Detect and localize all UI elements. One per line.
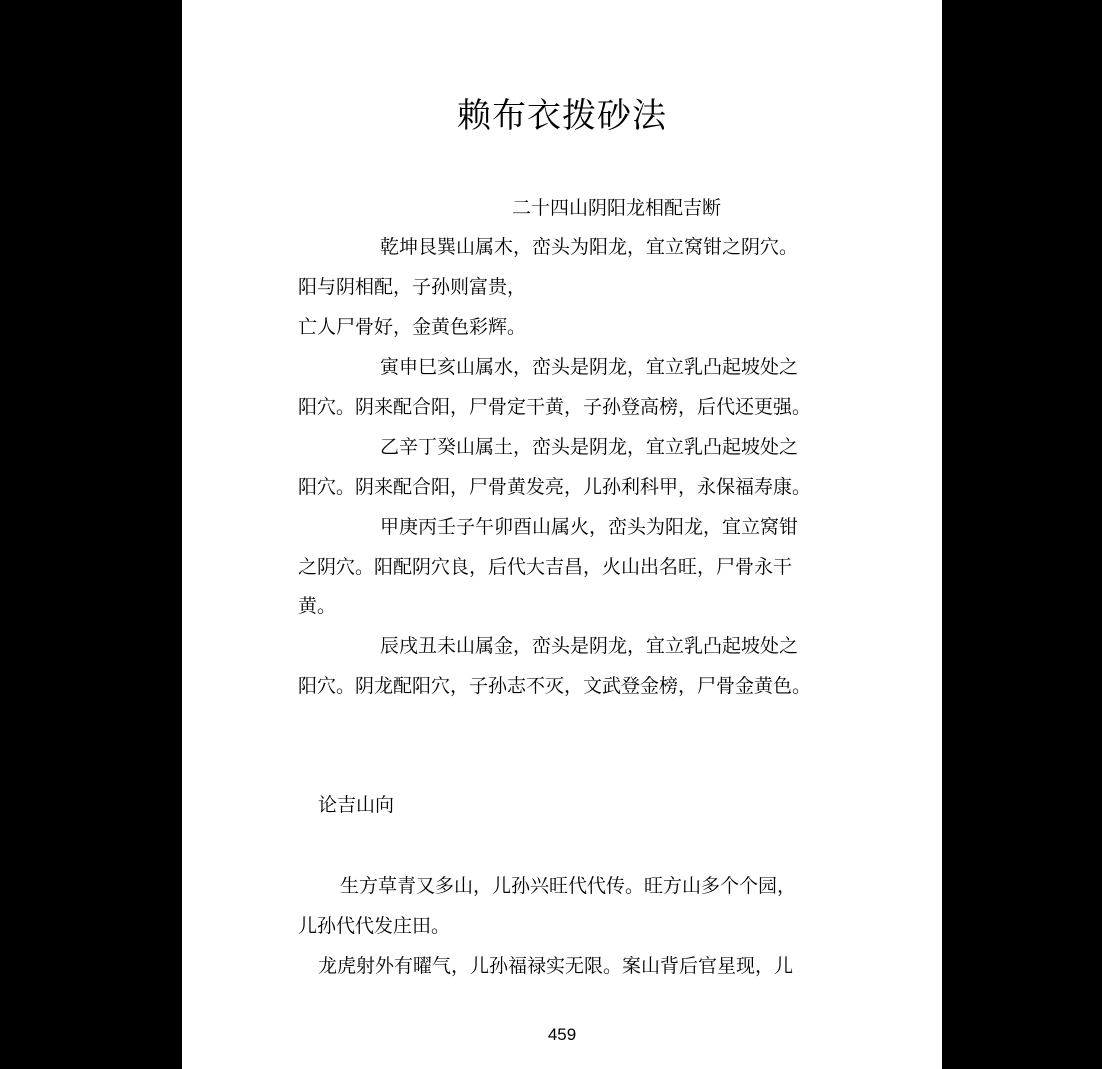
- page-title: 赖布衣拨砂法: [457, 96, 667, 136]
- text-line: 甲庚丙壬子午卯酉山属火，峦头为阳龙，宜立窝钳: [380, 516, 799, 538]
- text-line: 阳穴。阴来配合阳，尸骨黄发亮，儿孙利科甲，永保福寿康。: [298, 476, 812, 498]
- text-line: 生方草青又多山，儿孙兴旺代代传。旺方山多个个园，: [340, 875, 797, 897]
- text-line: 乾坤艮巽山属木，峦头为阳龙，宜立窝钳之阴穴。: [380, 236, 799, 258]
- text-line: 亡人尸骨好，金黄色彩辉。: [298, 316, 527, 338]
- text-line: 乙辛丁癸山属土，峦头是阴龙，宜立乳凸起坡处之: [380, 436, 799, 458]
- text-line: 之阴穴。阳配阴穴良，后代大吉昌，火山出名旺，尸骨永干: [298, 556, 793, 578]
- text-line: 黄。: [298, 595, 337, 617]
- text-line: 阳穴。阴龙配阳穴，子孙志不灭，文武登金榜，尸骨金黄色。: [298, 675, 812, 697]
- text-line: 儿孙代代发庄田。: [298, 915, 451, 937]
- section-heading: 二十四山阴阳龙相配吉断: [512, 197, 722, 219]
- text-line: 阳与阴相配，子孙则富贵，: [298, 276, 527, 298]
- text-line: 龙虎射外有曜气，儿孙福禄实无限。案山背后官星现，儿: [318, 955, 794, 977]
- text-line: 阳穴。阴来配合阳，尸骨定干黄，子孙登高榜，后代还更强。: [298, 396, 812, 418]
- text-line: 辰戌丑未山属金，峦头是阴龙，宜立乳凸起坡处之: [380, 635, 799, 657]
- text-line: 寅申巳亥山属水，峦头是阴龙，宜立乳凸起坡处之: [380, 356, 799, 378]
- book-page: [182, 0, 942, 1069]
- page-number: 459: [547, 1025, 577, 1044]
- subheading: 论吉山向: [318, 794, 395, 816]
